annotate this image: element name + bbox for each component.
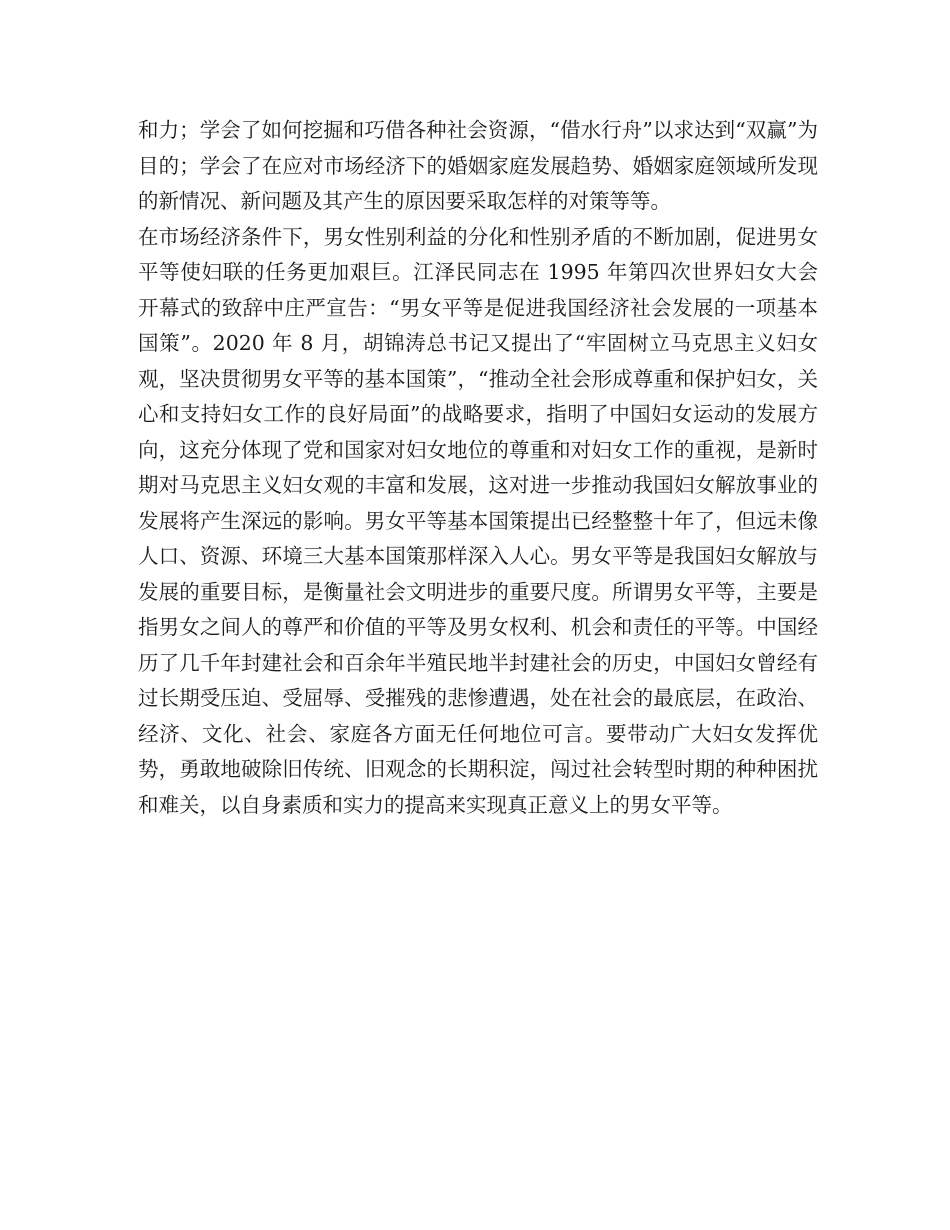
paragraph: 在市场经济条件下，男女性别利益的分化和性别矛盾的不断加剧，促进男女平等使妇联的任务更加艰巨。江泽民同志在 1995 年第四次世界妇女大会开幕式的致辞中庄严宣告：“男女平等是促进我国经济社会发展的一项基本国策”。2020 年 8 月，胡锦涛总书记又提出了“牢固树立马克思主义妇女观，坚决贯彻男女平等的基本国策”，“推动全社会形成尊重和保护妇女，关心和支持妇女工作的良好局面”的战略要求，指明了中国妇女运动的发展方向，这充分体现了党和国家对妇女地位的尊重和对妇女工作的重视，是新时期对马克思主义妇女观的丰富和发展，这对进一步推动我国妇女解放事业的发展将产生深远的影响。男女平等基本国策提出已经整整十年了，但远未像人口、资源、环境三大基本国策那样深入人心。男女平等是我国妇女解放与发展的重要目标，是衡量社会文明进步的重要尺度。所谓男女平等，主要是指男女之间人的尊严和价值的平等及男女权利、机会和责任的平等。中国经历了几千年封建社会和百余年半殖民地半封建社会的历史，中国妇女曾经有过长期受压迫、受屈辱、受摧残的悲惨遭遇，处在社会的最底层，在政治、经济、文化、社会、家庭各方面无任何地位可言。要带动广大妇女发挥优势，勇敢地破除旧传统、旧观念的长期积淀，闯过社会转型时期的种种困扰和难关，以自身素质和实力的提高来实现真正意义上的男女平等。 <box>138 224 818 817</box>
document-body <box>138 113 818 823</box>
paragraph: 和力；学会了如何挖掘和巧借各种社会资源，“借水行舟”以求达到“双赢”为目的；学会了在应对市场经济下的婚姻家庭发展趋势、婚姻家庭领域所发现的新情况、新问题及其产生的原因要采取怎样的对策等等。 <box>138 118 818 213</box>
